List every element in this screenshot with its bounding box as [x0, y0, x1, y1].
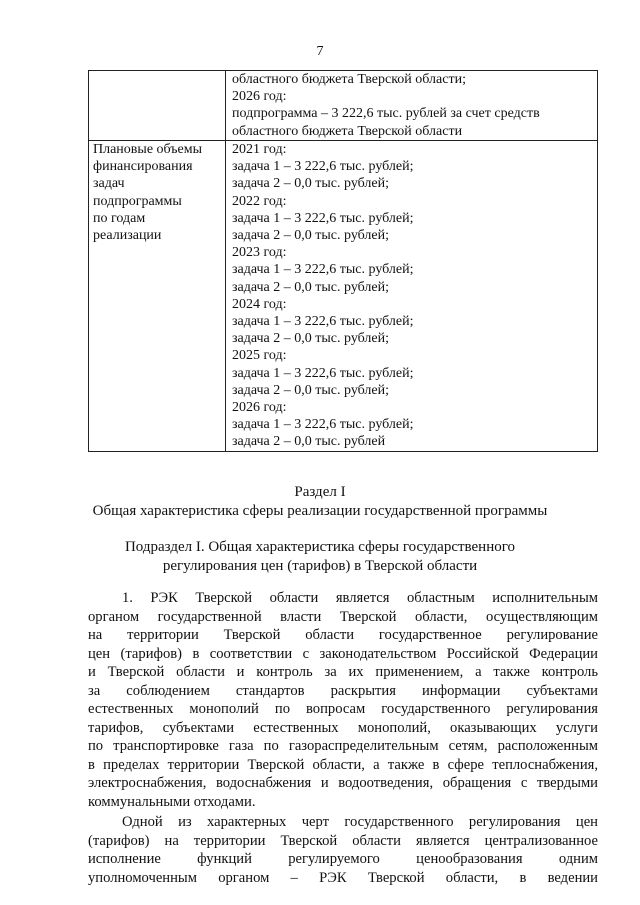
task-line: задача 2 – 0,0 тыс. рублей	[232, 434, 386, 450]
label-line: реализации	[93, 228, 162, 244]
paragraph-line: уполномоченным органом – РЭК Тверской области, в ведении	[88, 869, 598, 886]
paragraph-line: по транспортировке газа по газораспределительным сетям, расположенным	[88, 738, 598, 754]
table-row	[89, 71, 598, 141]
task-line: задача 1 – 3 222,6 тыс. рублей;	[232, 417, 414, 433]
table-cell-label	[89, 141, 226, 452]
task-line: задача 1 – 3 222,6 тыс. рублей;	[232, 262, 414, 278]
task-line: задача 2 – 0,0 тыс. рублей;	[232, 382, 390, 398]
paragraph-line: за соблюдением стандартов раскрытия информации субъектами	[88, 682, 598, 699]
year-line: 2025 год:	[232, 348, 287, 364]
table-cell-empty	[89, 71, 226, 141]
table-cell-funding-source	[226, 71, 598, 141]
paragraph-line: 1. РЭК Тверской области является областным исполнительным	[122, 590, 598, 606]
year-line: 2024 год:	[232, 296, 287, 312]
task-line: задача 2 – 0,0 тыс. рублей;	[232, 331, 390, 347]
table-cell-yearly-amounts	[226, 141, 598, 452]
paragraph-line: на территории Тверской области государственное регулирование	[88, 627, 598, 643]
section-title: Раздел I	[294, 484, 346, 500]
paragraph-line: в пределах территории Тверской области, а также в сфере теплоснабжения,	[88, 756, 598, 773]
table-line: подпрограмма – 3 222,6 тыс. рублей за счет средств	[232, 106, 540, 122]
paragraph-line: естественных монополий по вопросам государственного регулирования	[88, 701, 598, 717]
paragraph-line: Одной из характерных черт государственного регулирования цен	[122, 814, 598, 830]
task-line: задача 1 – 3 222,6 тыс. рублей;	[232, 365, 414, 381]
paragraph-line: и Тверской области и контроль за их применением, а также контроль	[88, 664, 598, 680]
task-line: задача 1 – 3 222,6 тыс. рублей;	[232, 210, 414, 226]
year-line: 2021 год:	[232, 142, 287, 157]
page-number: 7	[316, 44, 324, 59]
task-line: задача 2 – 0,0 тыс. рублей;	[232, 228, 390, 244]
table-line: 2026 год:	[232, 89, 287, 105]
year-line: 2026 год:	[232, 400, 287, 416]
paragraph-line: тарифов, субъектами естественных монополий, оказывающих услуги	[88, 719, 598, 736]
subsection-title-line2: регулирования цен (тарифов) в Тверской области	[162, 558, 478, 574]
paragraph-line: органом государственной власти Тверской области, осуществляющим	[88, 608, 598, 625]
table-line: областного бюджета Тверской области;	[232, 72, 466, 87]
table-row	[89, 141, 598, 452]
task-line: задача 2 – 0,0 тыс. рублей;	[232, 279, 390, 295]
label-line: Плановые объемы	[93, 142, 203, 157]
subsection-title-line1: Подраздел I. Общая характеристика сферы государственного	[124, 539, 516, 555]
label-line: финансирования	[93, 159, 193, 175]
funding-table	[88, 70, 598, 452]
table-line: областного бюджета Тверской области	[232, 123, 463, 139]
year-line: 2022 год:	[232, 193, 287, 209]
task-line: задача 2 – 0,0 тыс. рублей;	[232, 176, 390, 192]
paragraph-1	[88, 589, 598, 811]
task-line: задача 1 – 3 222,6 тыс. рублей;	[232, 314, 414, 330]
section-subtitle: Общая характеристика сферы реализации государственной программы	[92, 503, 548, 519]
label-line: задач	[93, 176, 125, 192]
paragraph-line: (тарифов) на территории Тверской области является централизованное	[88, 832, 598, 849]
year-line: 2023 год:	[232, 245, 287, 261]
paragraph-2	[88, 813, 598, 887]
label-line: подпрограммы	[93, 193, 182, 209]
paragraph-line: коммунальными отходами.	[88, 793, 256, 810]
paragraph-line: цен (тарифов) в соответствии с законодательством Российской Федерации	[88, 645, 598, 662]
task-line: задача 1 – 3 222,6 тыс. рублей;	[232, 159, 414, 175]
paragraph-line: электроснабжения, водоснабжения и водоотведения, обращения с твердыми	[88, 775, 598, 791]
label-line: по годам	[93, 210, 146, 226]
paragraph-line: исполнение функций регулируемого ценообразования одним	[88, 851, 598, 867]
